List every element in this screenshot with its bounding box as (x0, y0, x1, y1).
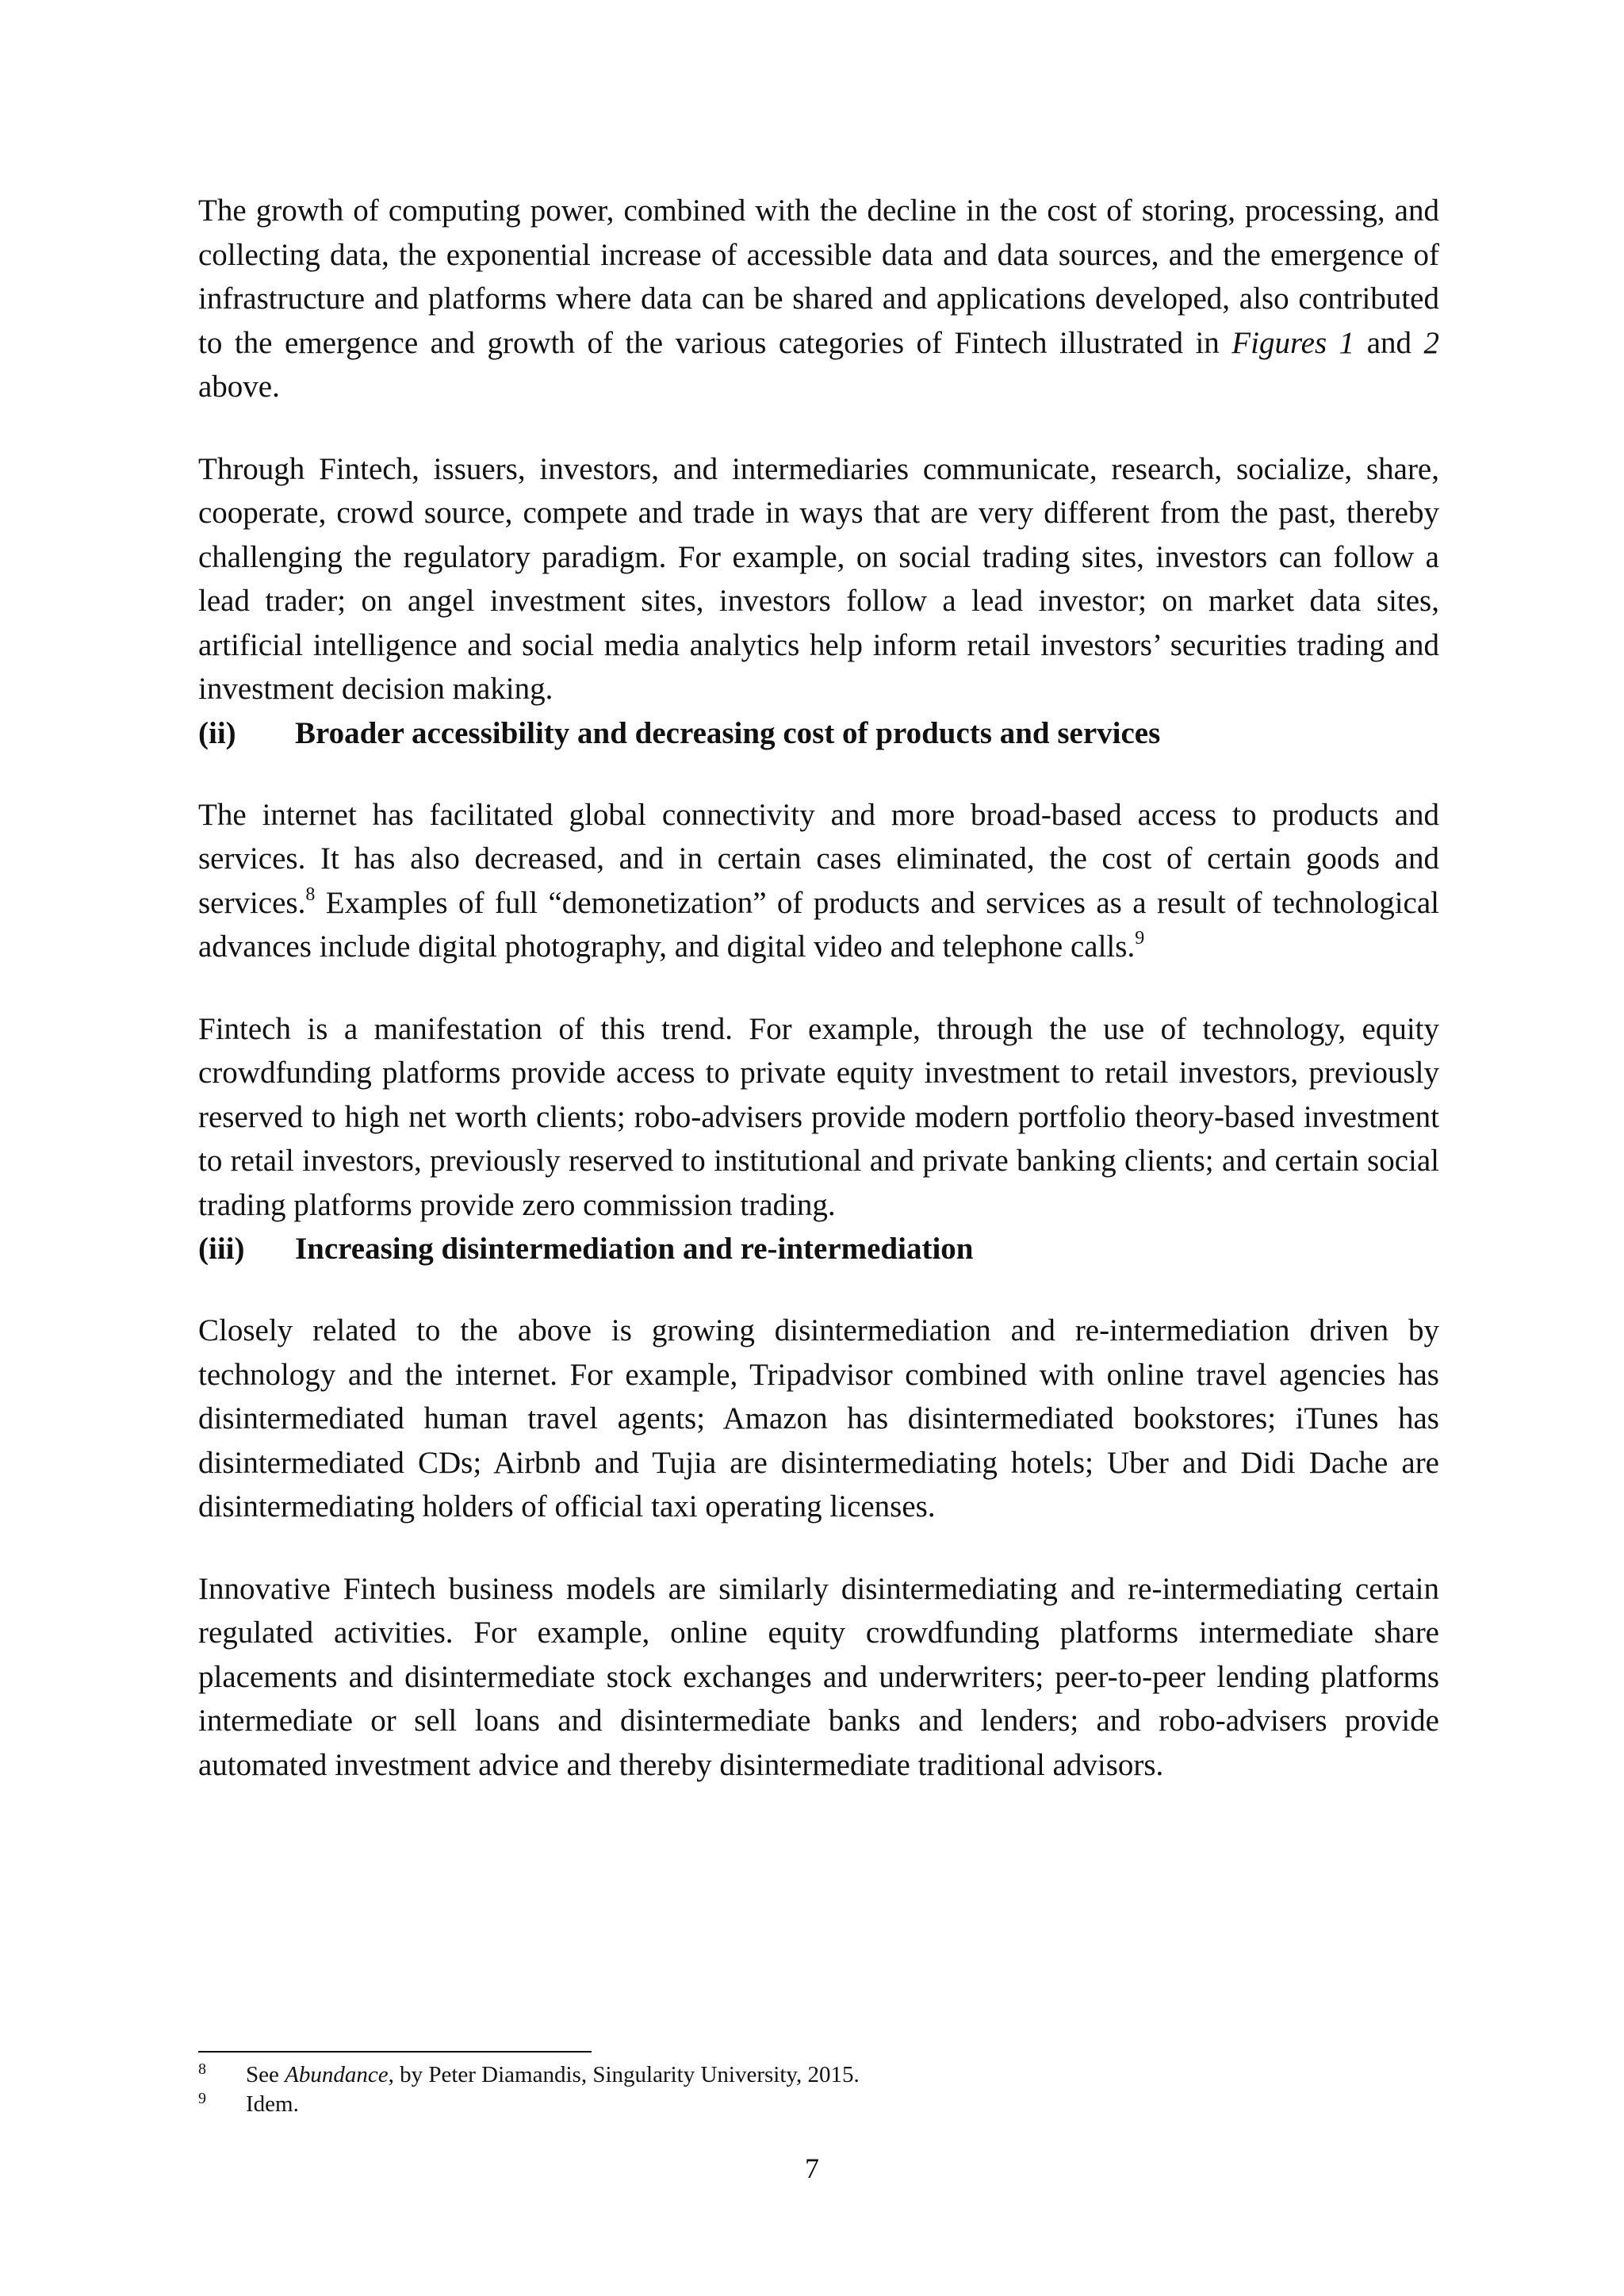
paragraph-computing-power (198, 189, 1439, 409)
paragraph-disintermediation-examples: Closely related to the above is growing disintermediation and re-intermediation driven by technology and the internet. For example, Tripadvisor combined with online travel agencies has disintermediated human travel agents; Amazon has disintermediated bookstores; iTunes has disintermediated CDs; Airbnb and Tujia are disintermediating hotels; Uber and Didi Dache are disintermediating holders of official taxi operating licenses. (198, 1313, 1439, 1524)
footnotes (198, 2060, 1439, 2119)
footnote-text: Idem. (246, 2091, 299, 2117)
footnote-8 (198, 2060, 1439, 2090)
footnote-number: 9 (198, 2090, 206, 2107)
paragraph-text: The growth of computing power, combined with the decline in the cost of storing, processing, and collecting data, the exponential increase of accessible data and data sources, and the emergence of infrastructure and platforms where data can be shared and applications developed, also contributed to the emergence and growth of the various categories of Fintech illustrated in (198, 194, 1439, 360)
section-number: (iii) (198, 1232, 245, 1266)
paragraph-regulatory-paradigm: Through Fintech, issuers, investors, and intermediaries communicate, research, socialize, share, cooperate, crowd source, compete and trade in ways that are very different from the past, thereby challenging the regulatory paradigm. For example, on social trading sites, investors can follow a lead trader; on angel investment sites, investors follow a lead investor; on market data sites, artificial intelligence and social media analytics help inform retail investors’ securities trading and investment decision making. (198, 451, 1439, 706)
figure-reference: 2 (1423, 325, 1440, 360)
footnote-9 (198, 2090, 1439, 2119)
section-number: (ii) (198, 715, 236, 750)
paragraph-text: Examples of full “demonetization” of products and services as a result of technological advances include digital photography, and digital video and telephone calls. (198, 885, 1439, 964)
footnote-reference-9[interactable]: 9 (1135, 928, 1145, 949)
section-heading-disintermediation (198, 1227, 1439, 1271)
footnote-text-part: , by Peter Diamandis, Singularity University, 2015. (388, 2062, 860, 2087)
cited-title: Abundance (285, 2062, 389, 2087)
paragraph-text: The internet has facilitated global connectivity and more broad-based access to products and services. It has also decreased, and in certain cases eliminated, the cost of certain goods and services. (198, 797, 1439, 920)
section-heading-accessibility (198, 711, 1439, 755)
footnote-number: 8 (198, 2060, 206, 2078)
paragraph-fintech-trend: Fintech is a manifestation of this trend. For example, through the use of technology, equity crowdfunding platforms provide access to private equity investment to retail investors, previously reserved to high net worth clients; robo-advisers provide modern portfolio theory-based investment to retail investors, previously reserved to institutional and private banking clients; and certain social trading platforms provide zero commission trading. (198, 1011, 1439, 1222)
paragraph-internet-connectivity (198, 793, 1439, 969)
paragraph-text: above. (198, 370, 280, 404)
paragraph-text: and (1354, 325, 1424, 360)
section-title: Broader accessibility and decreasing cost of products and services (295, 715, 1161, 750)
paragraph-fintech-business-models: Innovative Fintech business models are similarly disintermediating and re-intermediating certain regulated activities. For example, online equity crowdfunding platforms intermediate share placements and disintermediate stock exchanges and underwriters; peer-to-peer lending platforms intermediate or sell loans and disintermediate banks and lenders; and robo-advisers provide automated investment advice and thereby disintermediate traditional advisors. (198, 1571, 1439, 1782)
figure-reference: Figures 1 (1231, 325, 1355, 360)
footnote-reference-8[interactable]: 8 (305, 884, 316, 905)
document-body (198, 189, 1439, 1787)
footnote-divider (198, 2051, 592, 2053)
page-number: 7 (805, 2152, 819, 2184)
footnote-text (246, 2060, 860, 2090)
footnote-text-part: See (246, 2062, 285, 2087)
section-title: Increasing disintermediation and re-intermediation (295, 1232, 974, 1266)
